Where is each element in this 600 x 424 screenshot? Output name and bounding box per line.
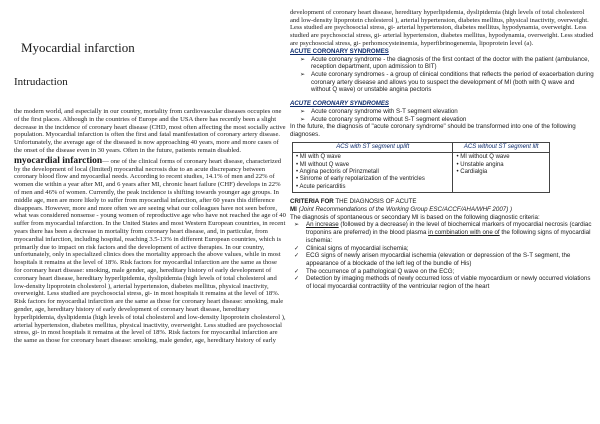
acs-list (290, 56, 594, 95)
table-item: • Sinrome of early repolarization of the ventricles (296, 176, 425, 183)
table-item: • MI without Q wave (296, 161, 350, 168)
acs-types-list (290, 108, 594, 123)
mi-definition-text: — one of the clinical forms of coronary heart disease, characterized by the development of local (limited) myocardial necrosis due to an acute discrepancy between coronary blood flow and myocardial needs. According to recent studies, 14.1% of men and 22% of women die within a year after MI, and 6 years after MI, chronic heart failure (CHF) develops in 22% of men and 46% of women. Currently, the peak incidence is shifting towards younger age groups. In middle age, men are more likely to suffer from myocardial infarction, after 60 years this difference disappears. However, more and more often we are seeing what our colleagues have not seen before, what was considered nonsense - young women of reproductive age who have not reached the age of 40 suffer from myocardial infarction. In the United States and most Western European countries, in recent years there has been a decrease in mortality from coronary heart disease, and, in particular, from myocardial infarction, including hospital, reaching 3.5-13% in different European countries, which is primarily due to impact on risk factors and the development of active therapies. In our country, unfortunately, only in specialized clinics does the mortality approach the above values, while in most hospitals it remains at the level of 18%. Risk factors for myocardial infarction are the same as those for coronary heart disease: smoking, male gender, age, hereditary history of early development of coronary heart disease, hereditary hyperlipidemia, dyslipidemia (high levels of total cholesterol and low-density lipoprotein cholesterol ), arterial hypertension, diabetes mellitus, physical inactivity, overweight. Less studied are psychosocial stress, gi- in most hospitals it remains at the level of 18%. Risk factors for myocardial infarction are the same as those for coronary heart disease: smoking, male gender, age, hereditary history of early development of coronary heart disease, hereditary hyperlipidemia, dyslipidemia (high levels of total cholesterol and low-density lipoprotein cholesterol ), arterial hypertension, diabetes mellitus, physical inactivity, overweight. Less studied are psychosocial stress, gi- in most hospitals it remains at the level of 18%. Risk factors for myocardial infarction are the same as those for coronary heart disease: smoking, male gender, age, hereditary history of early (14, 157, 286, 345)
arrow-bullet-icon: ➢ (300, 115, 306, 123)
table-header-with-st: ACS with ST segment uplift (293, 142, 453, 152)
table-item: • MI with Q wave (296, 154, 341, 161)
intro-paragraph: the modern world, and especially in our country, mortality from cardiovascular diseases occupies one of the first places. Although in the countries of Europe and the USA there has recently been a slight decrease in the incidence of coronary heart disease (CHD, most often affecting the most socially active population. Myocardial infarction is often the first and fatal manifestation of coronary artery disease. Unfortunately, the average age of the diseased is now approaching 40 years, more and more cases of the onset of the disease even in 30 years. Often in the future, patients remain disabled. (14, 108, 286, 154)
acs-diagnosis-table (292, 142, 550, 193)
continued-paragraph: development of coronary heart disease, hereditary hyperlipidemia, dyslipidemia (high levels of total cholesterol and low-density lipoprotein cholesterol ), arterial hypertension, diabetes mellitus, physical inactivity, overweight. Less studied are psychosocial stress, gi- arterial hypertension, diabetes mellitus, hypodynamia, overweight. Less studied are psychosocial stress, gi- arterial hypertension, diabetes mellitus, hypodynamia, overweight. Less studied are psychosocial stress, gi- perhomocysteinemia, hyperfibrinogenemia, lipoprotein level (a). (290, 9, 594, 47)
table-header-without-st: ACS without ST segment lift (453, 142, 550, 152)
list-item: ✓ Clinical signs of myocardial ischemia; (294, 244, 409, 252)
criteria-heading: CRITERIA FOR THE DIAGNOSIS OF ACUTE (290, 198, 417, 206)
mi-term: myocardial infarction (14, 155, 103, 166)
table-item: • MI without Q wave (456, 154, 510, 161)
section-heading-introduction: Intrudaction (14, 76, 68, 88)
table-item: • Unstable angina (456, 161, 504, 168)
arrow-bullet-icon: ➢ (300, 108, 306, 116)
mi-definition-paragraph (14, 155, 286, 345)
checkmark-icon: ✓ (294, 244, 300, 252)
list-item: ➢ Acute coronary syndrome with S-T segment elevation (300, 108, 458, 116)
arrow-bullet-icon: ➢ (294, 221, 300, 229)
arrow-bullet-icon: ➢ (300, 55, 306, 63)
future-diagnosis-text: In the future, the diagnosis of "acute coronary syndrome" should be transformed into one of the following diagnoses. (290, 123, 576, 139)
ischemia-signs-list (290, 245, 594, 291)
acs-heading-2: ACUTE CORONARY SYNDROMES (290, 100, 389, 108)
increase-list (290, 221, 594, 244)
list-item: ➢ Acute coronary syndromes - a group of clinical conditions that reflects the period of exacerbation during coronary artery disease and allows you to suspect the development of MI (both with Q wave and without Q wave) or unstable angina pectoris (300, 70, 594, 94)
checkmark-icon: ✓ (294, 275, 300, 283)
list-item: ✓ The occurrence of a pathological Q wave on the ECG; (294, 267, 455, 275)
mi-recommendations: MI (Joint Recommendations of the Working Group ESC/ACCF/AHA/WHF 2007) ) (290, 205, 513, 213)
checkmark-icon: ✓ (294, 252, 300, 260)
right-column (290, 0, 594, 291)
list-item: ✓ Detection by imaging methods of newly occurred loss of viable myocardium or newly occurred violations of local myocardial contractility of the ventricular region of the heart (294, 275, 591, 291)
checkmark-icon: ✓ (294, 267, 300, 275)
diagnosis-intro: The diagnosis of spontaneous or secondary MI is based on the following diagnostic criteria: (290, 213, 540, 221)
list-item: ➢ Acute coronary syndrome without S-T segment elevation (300, 115, 467, 123)
arrow-bullet-icon: ➢ (300, 70, 306, 78)
page-title: Myocardial infarction (21, 40, 135, 55)
table-cell-with-st (293, 153, 453, 193)
acs-heading: ACUTE CORONARY SYNDROMES (290, 47, 389, 55)
table-item: • Angina pectoris of Prinzmetall (296, 169, 379, 176)
list-item: ➢ Acute coronary syndrome - the diagnosis of the first contact of the doctor with the patient (ambulance, reception department, upon admission to BIT) (300, 55, 590, 71)
table-cell-without-st (453, 153, 550, 193)
left-column (14, 0, 286, 345)
table-item: • Cardialgia (456, 169, 488, 176)
list-item: ✓ ECG signs of newly arisen myocardial ischemia (elevation or depression of the S-T segment, the appearance of a blockade of the left leg of the bundle of His) (294, 252, 571, 267)
table-item: • Acute pericarditis (296, 183, 346, 190)
list-item: ➢ An increase (followed by a decrease) in the level of biochemical markers of myocardial necrosis (cardiac troponins are preferred) in the blood plasma in combination with one of the following signs of myocardial ischemia: (294, 221, 592, 244)
